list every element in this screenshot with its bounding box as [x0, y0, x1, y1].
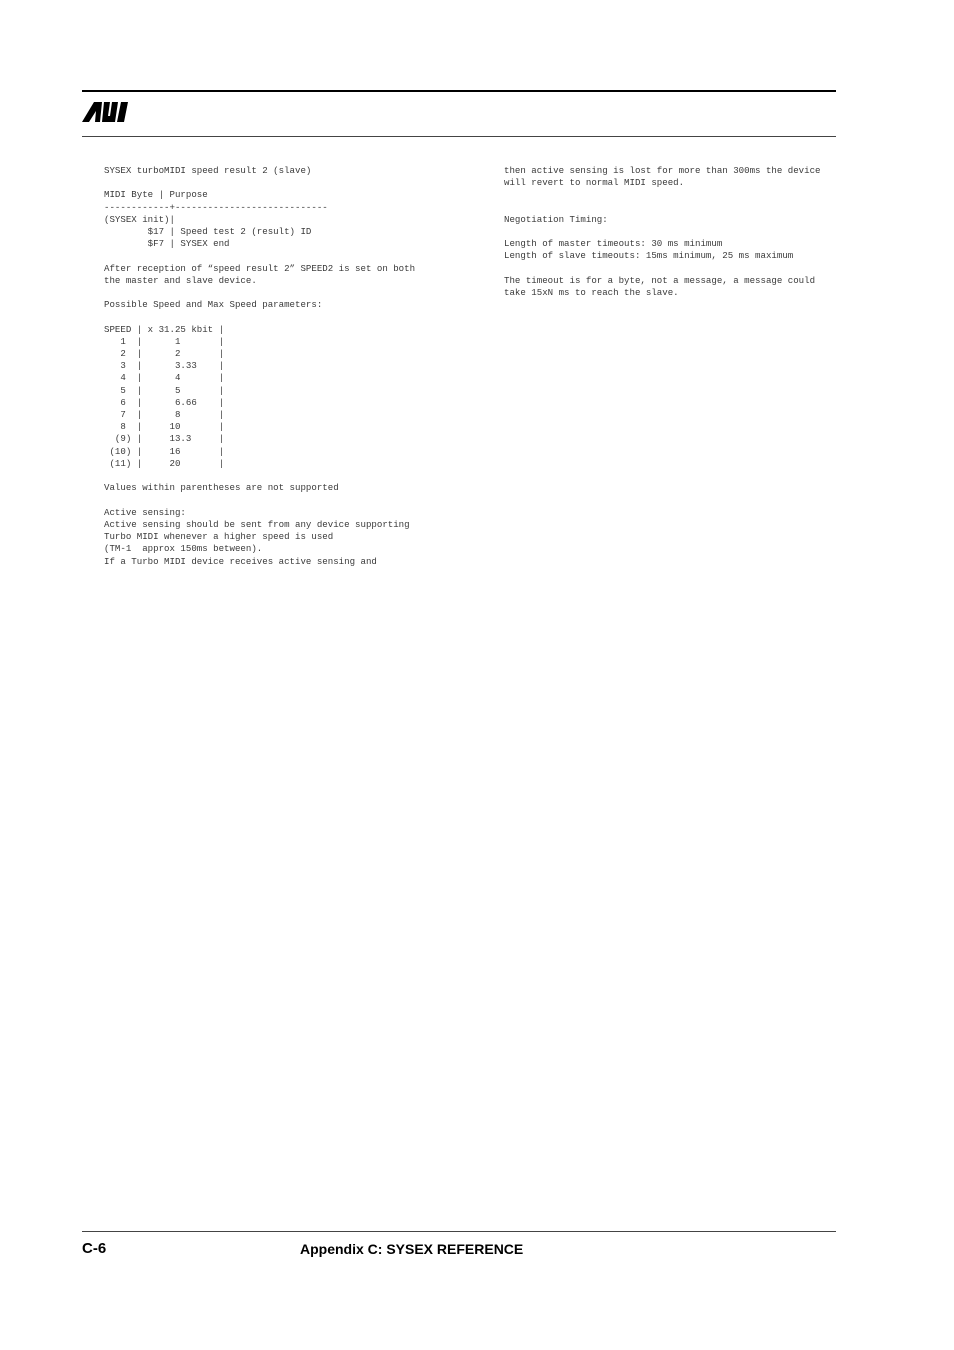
header-rule-bottom — [82, 136, 836, 137]
footer-section-title: Appendix C: SYSEX REFERENCE — [300, 1241, 524, 1257]
footer-rule — [82, 1231, 836, 1232]
right-column-text: then active sensing is lost for more than 300ms the device will revert to normal MIDI speed. Negotiation Timing: Length of master timeouts: 30 ms minimum Length of slave timeouts: 15ms minimum, 25 ms maximum The timeout is for a byte, not a message, a message could take 15xN ms to reach the slave. — [504, 165, 821, 299]
left-column-text: SYSEX turboMIDI speed result 2 (slave) MIDI Byte | Purpose ------------+---------------------------- (SYSEX init)| $17 | Speed test 2 (result) ID $F7 | SYSEX end After reception of “speed result 2” SPEED2 is set on both the master and slave device. Possible Speed and Max Speed parameters: SPEED | x 31.25 kbit | 1 | 1 | 2 | 2 | 3 | 3.33 | 4 | 4 | 5 | 5 | 6 | 6.66 | 7 | 8 | 8 | 10 | (9) | 13.3 | (10) | 16 | (11) | 20 | Values within parentheses are not supported Active sensing: Active sensing should be sent from any device supporting Turbo MIDI whenever a higher speed is used (TM-1 approx 150ms between). If a Turbo MIDI device receives active sensing and — [104, 165, 416, 567]
company-logo-icon — [82, 102, 132, 122]
header-rule-top — [82, 90, 836, 92]
page-number: C-6 — [82, 1240, 107, 1257]
